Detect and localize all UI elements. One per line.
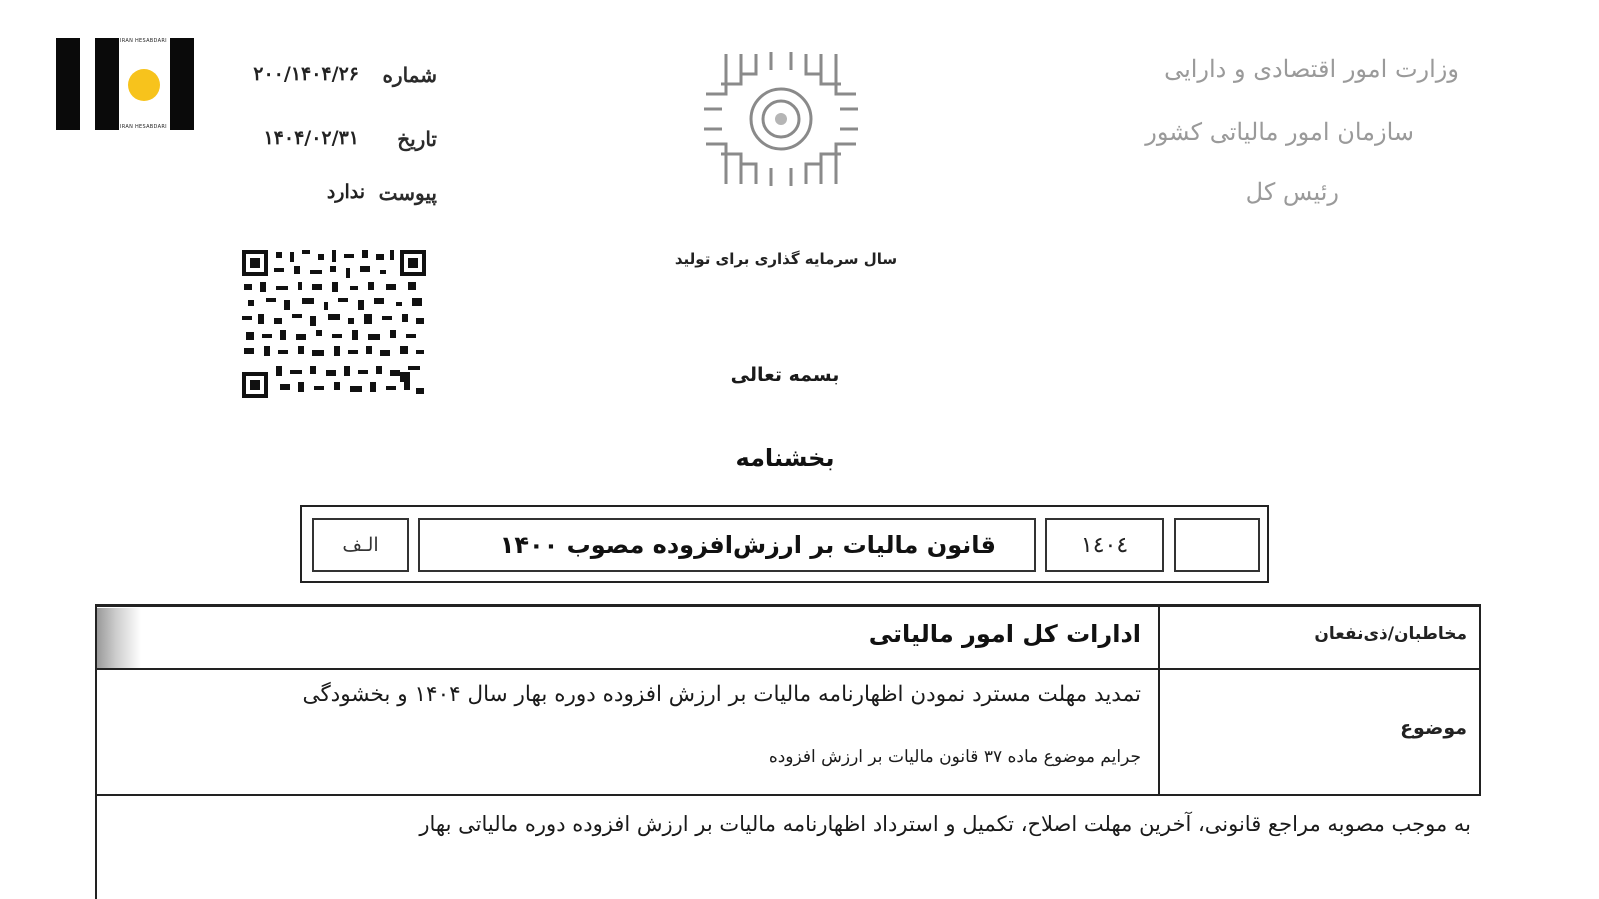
classification-year: ١٤٠٤ [1045, 518, 1164, 572]
subject-line-2: جرایم موضوع ماده ۳۷ قانون مالیات بر ارزش افزوده [768, 747, 1141, 767]
addressee-value: ادارات کل امور مالیاتی [868, 620, 1141, 648]
number-label: شماره [382, 63, 437, 87]
logo-dot [128, 69, 160, 101]
attachment-label: پیوست [378, 181, 437, 205]
org-line: رئیس کل [1245, 178, 1339, 206]
logo-caption-top: IRAN HESABDARI [120, 38, 167, 44]
iran-emblem-icon [696, 44, 866, 194]
iran-hesabdari-logo [56, 38, 194, 130]
logo-bar [95, 38, 119, 130]
table-border [1158, 604, 1160, 794]
circular-heading: بخشنامه [735, 444, 835, 472]
table-border [95, 604, 1481, 607]
subject-label: موضوع [1400, 717, 1467, 739]
table-border [95, 668, 1481, 670]
table-border [95, 604, 97, 899]
logo-bar [170, 38, 194, 130]
body-line-1: به موجب مصوبه مراجع قانونی، آخرین مهلت اصلاح، تکمیل و استرداد اظهارنامه مالیات بر ارزش افزوده دوره مالیاتی بهار [419, 812, 1471, 836]
circular-table [95, 604, 1481, 899]
date-label: تاریخ [397, 127, 437, 151]
shaded-corner [97, 608, 141, 670]
table-border [95, 794, 1481, 796]
qr-code-icon [240, 248, 428, 400]
table-border [1479, 604, 1481, 794]
attachment-value: ندارد [326, 181, 365, 203]
classification-series: الـف [312, 518, 409, 572]
letter-meta [230, 55, 445, 215]
logo-bar [56, 38, 80, 130]
classification-law-title: قانون مالیات بر ارزش‌افزوده مصوب ۱۴۰۰ [418, 518, 1036, 572]
org-line: وزارت امور اقتصادی و دارایی [1164, 55, 1459, 83]
org-line: سازمان امور مالیاتی کشور [1145, 118, 1414, 146]
bismillah-heading: بسمه تعالی [730, 364, 840, 386]
number-value: ۲۰۰/۱۴۰۴/۲۶ [253, 63, 359, 85]
addressee-label: مخاطبان/ذی‌نفعان [1314, 624, 1467, 644]
date-value: ۱۴۰۴/۰۲/۳۱ [263, 127, 359, 149]
logo-caption-bottom: IRAN HESABDARI [120, 124, 167, 130]
subject-line-1: تمدید مهلت مسترد نمودن اظهارنامه مالیات بر ارزش افزوده دوره بهار سال ۱۴۰۴ و بخشودگی [302, 682, 1141, 707]
year-slogan: سال سرمایه گذاری برای تولید [674, 250, 898, 268]
classification-empty-cell [1174, 518, 1260, 572]
classification-box [300, 505, 1269, 583]
